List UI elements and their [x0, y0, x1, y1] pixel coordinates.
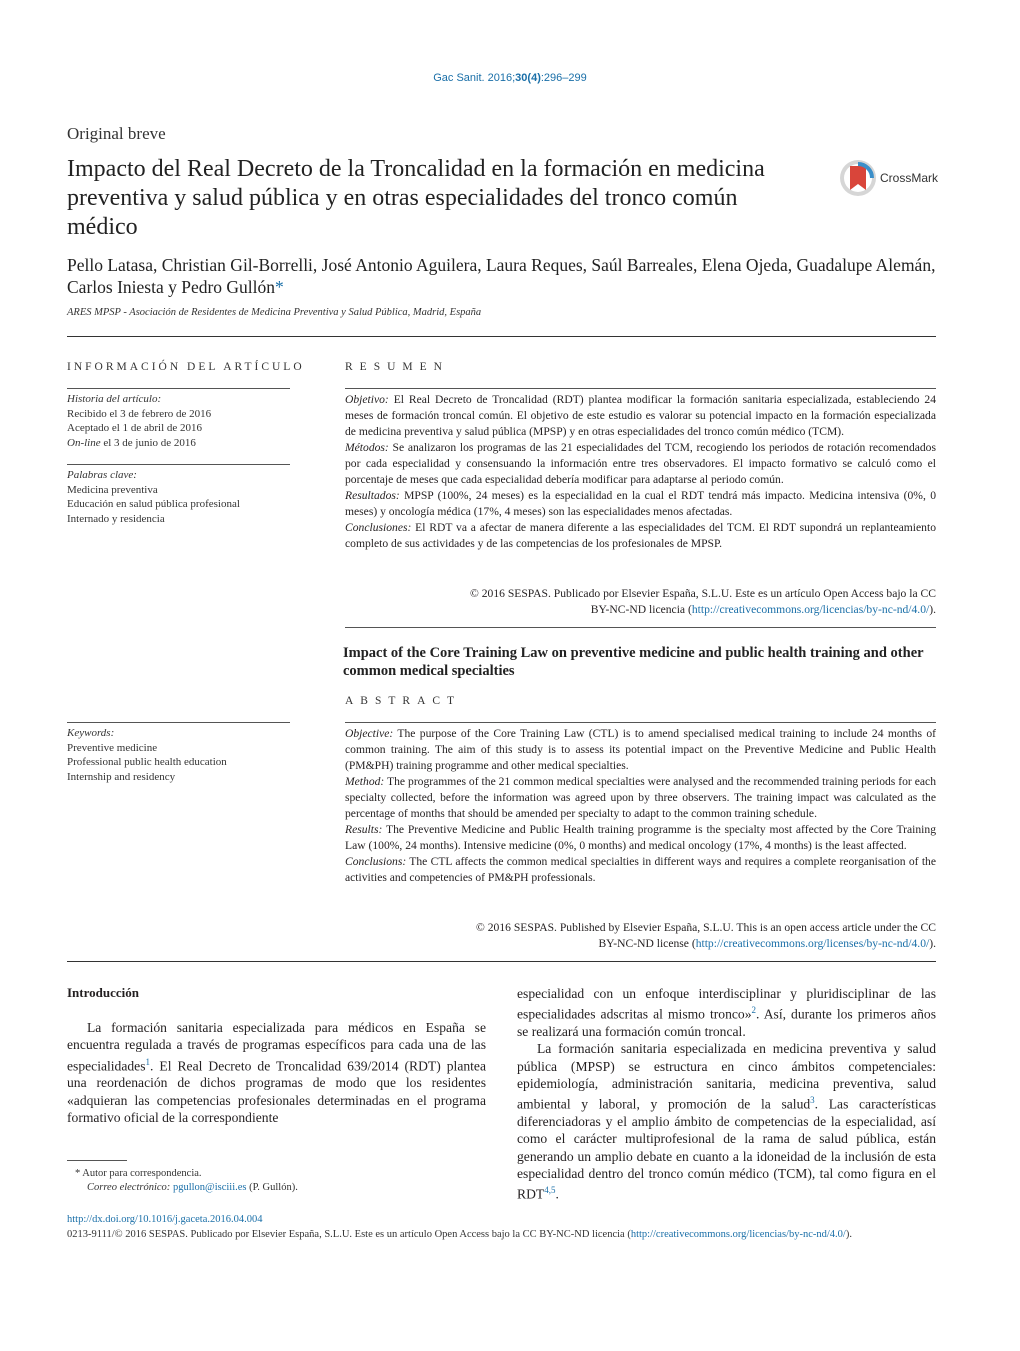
conclusions-label: Conclusiones:	[345, 521, 412, 534]
resumen-methods	[345, 440, 936, 488]
license-line: © 2016 SESPAS. Published by Elsevier España, S.L.U. This is an open access article under the CC	[476, 921, 936, 934]
objective-text: The purpose of the Core Training Law (CTL) is to amend specialised medical training to include 24 months of common training. The aim of this study is to assess its potential impact on the Preventive Medicine and Public Health (PM&PH) training programme and other medical specialties.	[345, 727, 936, 772]
resumen-results	[345, 488, 936, 520]
online-date-value: el 3 de junio de 2016	[100, 436, 196, 449]
keywords-en-label: Keywords:	[67, 727, 115, 739]
english-title: Impact of the Core Training Law on preventive medicine and public health training and other common medical specialties	[343, 645, 924, 679]
citation-ref[interactable]: 2	[751, 1005, 757, 1016]
abstract-divider	[345, 722, 936, 723]
footnote-correspondence: * Autor para correspondencia.	[75, 1168, 202, 1179]
citation-ref[interactable]: 1	[145, 1056, 151, 1067]
email-link[interactable]: pgullon@isciii.es	[172, 1182, 247, 1193]
license-link[interactable]: http://creativecommons.org/licencias/by-nc-nd/4.0/	[691, 603, 930, 616]
objective-label: Objective:	[345, 727, 394, 740]
journal-reference[interactable]	[0, 72, 1020, 84]
objective-label: Objetivo:	[345, 393, 389, 406]
issn-end: ).	[845, 1229, 852, 1240]
methods-label: Métodos:	[345, 441, 389, 454]
paragraph-text: . Las características diferenciadoras y el amplio ámbito de competencias de la especialidad, así como el carácter multiprofesional de la rama de salud pública, están generando un amplio debate en cuanto a la idoneidad de la inclusión de esta especialidad dentro del tronco común médico (TCM), tal como figura en el RDT	[517, 1096, 936, 1202]
keywords-en	[67, 726, 290, 784]
email-rest: (P. Gullón).	[246, 1182, 298, 1193]
affiliation: ARES MPSP - Asociación de Residentes de Medicina Preventiva y Salud Pública, Madrid, España	[67, 307, 482, 318]
sidebar-divider	[67, 722, 290, 723]
license-link[interactable]: http://creativecommons.org/licenses/by-nc-nd/4.0/	[695, 937, 930, 950]
keywords-es	[67, 468, 290, 526]
abstract-body	[345, 726, 936, 886]
paragraph-text: La formación sanitaria especializada en medicina preventiva y salud pública (MPSP) se estructura en cinco ámbitos competenciales: epidemiología, administración sanitaria, medicina preventiva, salud ambiental y laboral, y promoción de la salud	[517, 1041, 936, 1112]
resumen-divider	[345, 388, 936, 389]
keyword-item: Educación en salud pública profesional	[67, 498, 240, 510]
authors-text: Pello Latasa, Christian Gil-Borrelli, José Antonio Aguilera, Laura Reques, Saúl Barreales, Elena Ojeda, Guadalupe Alemán, Carlos Iniesta y Pedro Gullón	[67, 255, 936, 297]
email-label: Correo electrónico:	[87, 1182, 171, 1193]
doi-link[interactable]: http://dx.doi.org/10.1016/j.gaceta.2016.04.004	[67, 1214, 263, 1225]
author-list	[67, 254, 947, 298]
abstract-conclusions	[345, 854, 936, 886]
history-label: Historia del artículo:	[67, 393, 162, 405]
intro-paragraph-1-cont	[517, 985, 936, 1040]
resumen-objective	[345, 392, 936, 440]
results-label: Results:	[345, 823, 383, 836]
keywords-es-label: Palabras clave:	[67, 469, 137, 481]
accepted-date: Aceptado el 1 de abril de 2016	[67, 422, 203, 434]
keyword-item: Professional public health education	[67, 756, 227, 768]
paragraph-text: La formación sanitaria especializada para médicos en España se encuentra regulada a través de programas específicos para cada una de las especialidades	[67, 1020, 486, 1074]
issn-license-link[interactable]: http://creativecommons.org/licencias/by-nc-nd/4.0/	[630, 1229, 846, 1240]
resumen-license	[345, 586, 936, 618]
abstract-objective	[345, 726, 936, 774]
resumen-end-divider	[345, 627, 936, 628]
online-label: On-line	[67, 436, 101, 449]
resumen-body	[345, 392, 936, 552]
license-line: © 2016 SESPAS. Publicado por Elsevier España, S.L.U. Este es un artículo Open Access bajo la CC	[470, 587, 936, 600]
article-type: Original breve	[67, 124, 166, 143]
abstract-license	[345, 920, 936, 952]
footnote	[75, 1167, 475, 1195]
section-heading-introduction: Introducción	[67, 985, 139, 1000]
citation-ref[interactable]: 3	[810, 1095, 815, 1106]
journal-volume: 30	[515, 72, 528, 84]
issn-text: 0213-9111/© 2016 SESPAS. Publicado por Elsevier España, S.L.U. Este es un artículo Open Access bajo la CC BY-NC-ND licencia (	[67, 1229, 631, 1240]
keyword-item: Internship and residency	[67, 770, 176, 783]
abstract-end-divider	[67, 961, 936, 962]
citation-ref[interactable]: 4,5	[544, 1185, 556, 1196]
paragraph-text: .	[555, 1186, 559, 1202]
license-line: BY-NC-ND licencia (	[590, 603, 692, 616]
license-end: ).	[929, 603, 936, 616]
methods-text: Se analizaron los programas de las 21 especialidades del TCM, recogiendo los periodos de rotación recomendados por cada especialidad y consensuando la información entre tres observadores. El impacto formativo se calculó como el porcentaje de meses que cada especialidad debería modificar para adaptarse al periodo común.	[345, 441, 936, 486]
article-history	[67, 392, 290, 450]
method-label: Method:	[345, 775, 385, 788]
intro-left-column	[67, 1019, 486, 1126]
resumen-heading: RESUMEN	[345, 361, 449, 373]
sidebar-divider	[67, 464, 290, 465]
abstract-heading: ABSTRACT	[345, 695, 462, 707]
results-text: MPSP (100%, 24 meses) es la especialidad en la cual el RDT tendrá más impacto. Medicina intensiva (0%, 0 meses) y oncología médica (17%, 4 meses) son las especialidades menos afectadas.	[345, 489, 936, 518]
keyword-item: Medicina preventiva	[67, 483, 158, 496]
crossmark-icon	[838, 158, 878, 198]
crossmark-badge[interactable]	[838, 158, 948, 198]
received-date: Recibido el 3 de febrero de 2016	[67, 407, 212, 420]
journal-name: Gac Sanit. 2016;	[433, 72, 516, 84]
keyword-item: Preventive medicine	[67, 741, 158, 754]
conclusions-label: Conclusions:	[345, 855, 407, 868]
conclusions-text: The CTL affects the common medical specialties in different ways and requires a complete reorganisation of the activities and competencies of PM&PH professionals.	[345, 855, 936, 884]
crossmark-label: CrossMark	[880, 171, 939, 185]
page-footer	[67, 1212, 936, 1242]
license-end: ).	[929, 937, 936, 950]
results-label: Resultados:	[345, 489, 400, 502]
intro-right-column	[517, 985, 936, 1203]
online-date	[67, 436, 290, 451]
results-text: The Preventive Medicine and Public Health training programme is the specialty most affected by the Core Training Law (100%, 24 months). Intensive medicine (0%, 0 months) and medical oncology (17%, 4 months) is the least affected.	[345, 823, 936, 852]
objective-text: El Real Decreto de Troncalidad (RDT) plantea modificar la formación sanitaria especializada, estableciendo 24 meses de formación troncal común. El objetivo de este estudio es valorar su potencial impacto en la formación especializada de medicina preventiva y salud pública (MPSP) y en otras especialidades del tronco común médico (TCM).	[345, 393, 936, 438]
abstract-results	[345, 822, 936, 854]
license-line: BY-NC-ND license (	[598, 937, 696, 950]
header-divider	[67, 336, 936, 337]
footnote-email-line	[75, 1181, 475, 1195]
journal-pages: :296–299	[540, 72, 587, 84]
abstract-method	[345, 774, 936, 822]
paragraph-text: . El Real Decreto de Troncalidad 639/2014 (RDT) plantea una reordenación de dichos programas de modo que los residentes «adquieran las competencias profesionales determinadas en el programa formativo oficial de la correspondiente	[67, 1058, 486, 1126]
article-title: Impacto del Real Decreto de la Troncalidad en la formación en medicina preventiva y salud pública y en otras especialidades del tronco común médico	[67, 156, 765, 240]
method-text: The programmes of the 21 common medical specialties were analysed and the recommended training periods for each specialty collected, before the information was agreed upon by three observers. The training impact was calculated as the percentage of months that should be amended per specialty to adapt to the common training schedule.	[345, 775, 936, 820]
article-info-heading: INFORMACIÓN DEL ARTÍCULO	[67, 361, 305, 373]
intro-paragraph-2	[517, 1040, 936, 1203]
sidebar-divider	[67, 388, 290, 389]
paragraph-text: . Así, durante los primeros años se realizará una formación común troncal.	[517, 1006, 936, 1040]
conclusions-text: El RDT va a afectar de manera diferente a las especialidades del TCM. El RDT supondrá un replanteamiento completo de sus actividades y de las competencias de los profesionales de MPSP.	[345, 521, 936, 550]
journal-issue: (4)	[527, 72, 541, 84]
paragraph-text: especialidad con un enfoque interdisciplinar y pluridisciplinar de las especialidades adscritas al mismo tronco»	[517, 986, 936, 1022]
keyword-item: Internado y residencia	[67, 512, 165, 525]
issn-line	[67, 1227, 936, 1242]
resumen-conclusions	[345, 520, 936, 552]
intro-paragraph-1	[67, 1019, 486, 1126]
corresponding-author-mark[interactable]: *	[275, 277, 284, 297]
footnote-divider	[67, 1160, 127, 1161]
